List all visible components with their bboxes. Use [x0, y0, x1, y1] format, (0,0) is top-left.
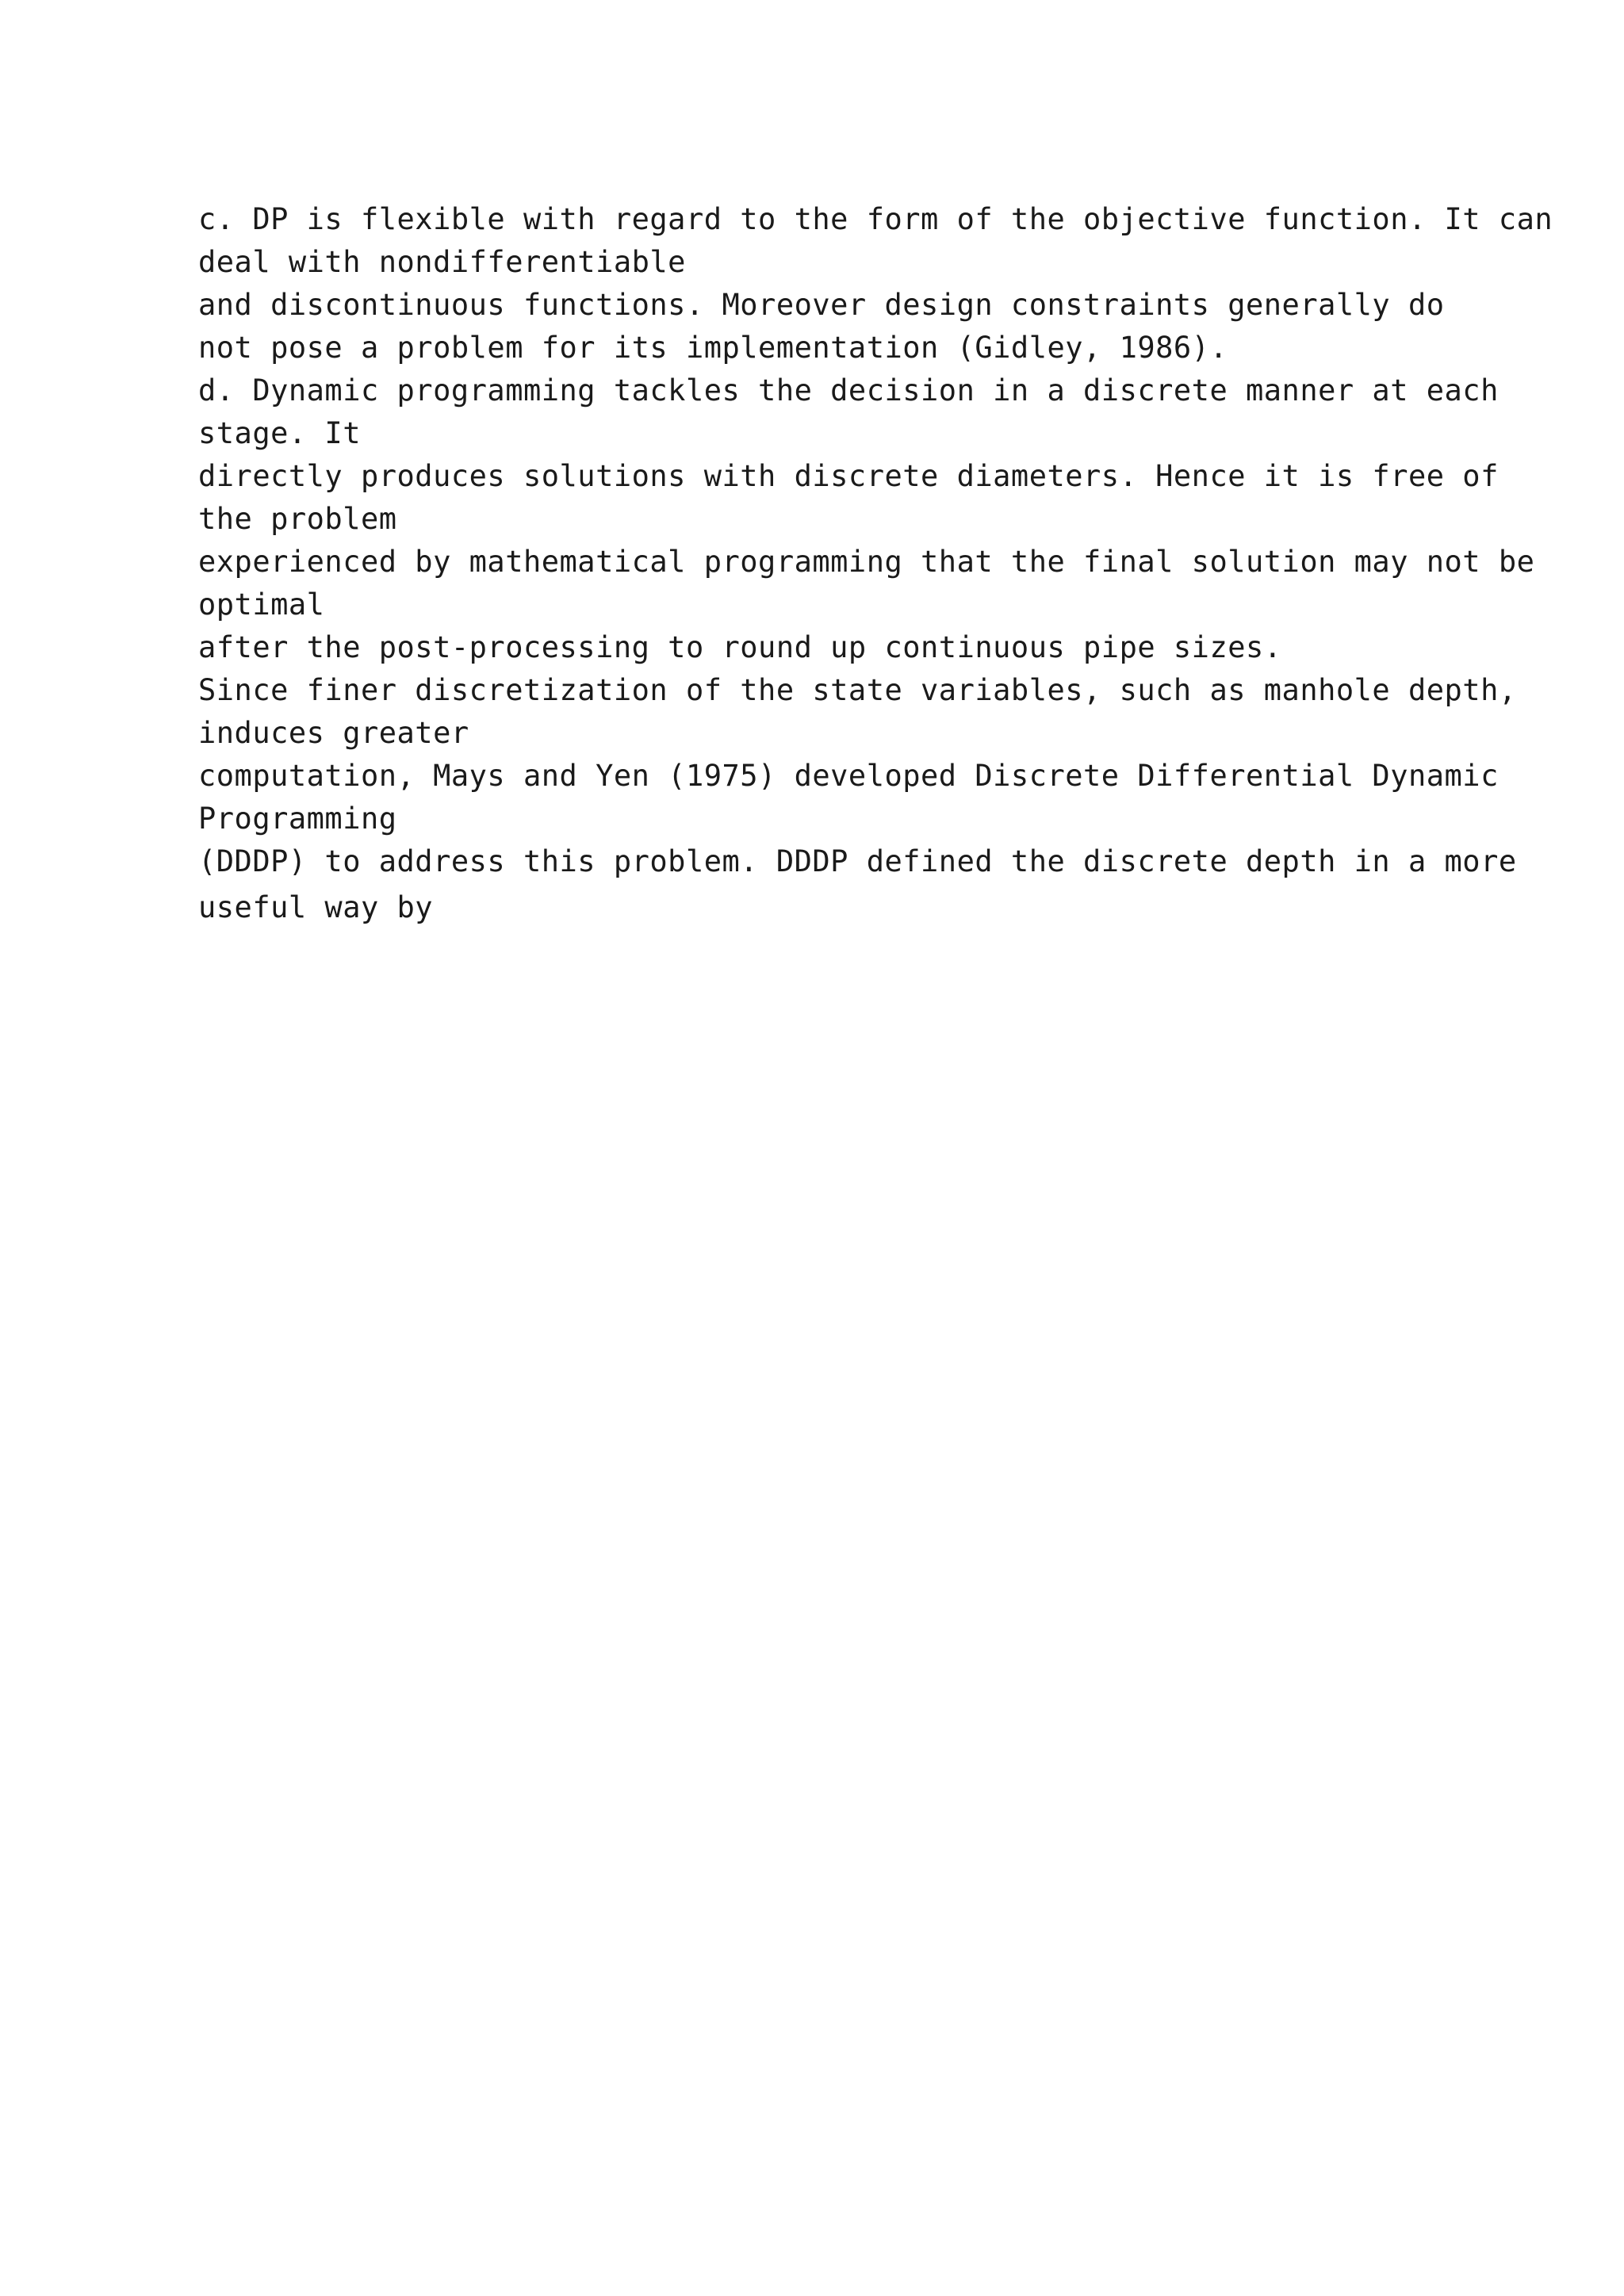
text-line: directly produces solutions with discrete diameters. Hence it is free of: [198, 459, 1499, 493]
text-line: experienced by mathematical programming that the final solution may not be: [198, 545, 1535, 579]
text-line: deal with nondifferentiable: [198, 245, 686, 279]
text-line: Since finer discretization of the state variables, such as manhole depth,: [198, 673, 1517, 707]
text-line: d. Dynamic programming tackles the decision in a discrete manner at each: [198, 373, 1499, 408]
text-line: Programming: [198, 802, 397, 836]
text-line: after the post-processing to round up continuous pipe sizes.: [198, 630, 1282, 664]
text-line: stage. It: [198, 416, 361, 450]
text-line: induces greater: [198, 716, 469, 750]
text-line: c. DP is flexible with regard to the form of the objective function. It can: [198, 202, 1553, 236]
text-line: useful way by: [198, 890, 434, 924]
text-line: computation, Mays and Yen (1975) developed Discrete Differential Dynamic: [198, 759, 1499, 793]
text-line: the problem: [198, 502, 397, 536]
body-text: [198, 198, 1553, 932]
text-line: (DDDP) to address this problem. DDDP defined the discrete depth in a more: [198, 844, 1517, 878]
text-line: optimal: [198, 587, 325, 622]
text-line: not pose a problem for its implementation (Gidley, 1986).: [198, 331, 1228, 365]
text-line: and discontinuous functions. Moreover design constraints generally do: [198, 288, 1445, 322]
